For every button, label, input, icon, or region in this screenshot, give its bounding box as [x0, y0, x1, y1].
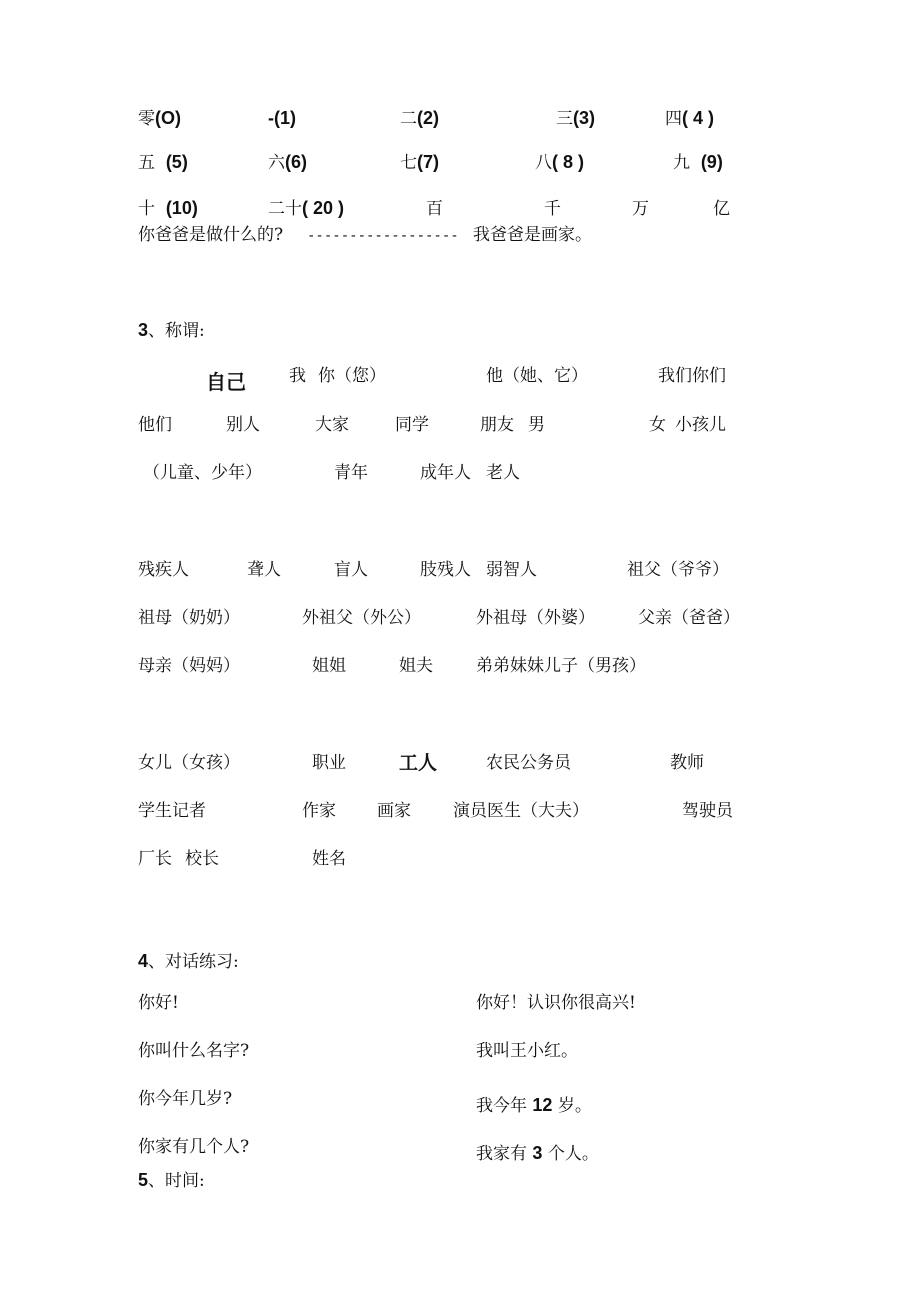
number-hundred-million: 亿 — [713, 199, 730, 219]
title-limb-disabled: 肢残人 — [420, 560, 471, 580]
title-disabled: 残疾人 — [138, 560, 189, 580]
title-teacher: 教师 — [670, 753, 704, 773]
section-3-heading: 3、称谓: — [138, 320, 205, 341]
title-child: 小孩儿 — [675, 415, 726, 435]
dialogue-question-3: 你今年几岁? — [138, 1089, 233, 1109]
title-intellectual-disabled: 弱智人 — [486, 560, 537, 580]
title-farmer-civil-servant: 农民公务员 — [486, 753, 571, 773]
dialogue-answer-4: 我家有 3 个人。 — [476, 1143, 599, 1164]
father-question: 你爸爸是做什么的? — [138, 225, 284, 245]
title-painter: 画家 — [377, 801, 411, 821]
father-answer: 我爸爸是画家。 — [473, 225, 592, 245]
title-maternal-grandmother: 外祖母（外婆） — [476, 608, 595, 628]
title-we-you: 我们你们 — [658, 366, 726, 386]
number-zero: 零(O) — [138, 108, 181, 129]
title-everyone: 大家 — [315, 415, 349, 435]
number-eight: 八( 8 ) — [535, 152, 585, 173]
number-three: 三(3) — [556, 108, 595, 129]
title-they: 他们 — [138, 415, 172, 435]
number-nine: 九 (9) — [673, 152, 723, 173]
title-grandfather: 祖父（爷爷） — [627, 560, 729, 580]
number-twenty: 二十( 20 ) — [268, 198, 345, 219]
title-grandmother: 祖母（奶奶） — [138, 608, 240, 628]
dialogue-answer-1: 你好！认识你很高兴! — [476, 993, 636, 1013]
title-self: 自己 — [206, 372, 246, 394]
number-four: 四( 4 ) — [665, 108, 715, 129]
title-he: 他（她、它） — [486, 366, 588, 386]
title-youth: （儿童、少年） — [143, 463, 262, 483]
number-hundred: 百 — [426, 199, 443, 219]
dialogue-question-1: 你好! — [138, 993, 179, 1013]
number-ten-thousand: 万 — [632, 199, 649, 219]
dialogue-answer-2: 我叫王小红。 — [476, 1041, 578, 1061]
title-female: 女 — [649, 415, 666, 435]
title-elder: 老人 — [486, 463, 520, 483]
title-worker: 工人 — [399, 753, 438, 774]
title-elder-sister: 姐姐 — [312, 656, 346, 676]
dialogue-answer-3: 我今年 12 岁。 — [476, 1095, 592, 1116]
title-student-reporter: 学生记者 — [138, 801, 206, 821]
title-i: 我 — [289, 366, 306, 386]
section-5-heading: 5、时间: — [138, 1170, 205, 1191]
number-thousand: 千 — [544, 199, 561, 219]
title-siblings-son: 弟弟妹妹儿子（男孩） — [476, 656, 646, 676]
title-deaf: 聋人 — [247, 560, 281, 580]
title-classmate: 同学 — [395, 415, 429, 435]
title-principal: 校长 — [185, 849, 219, 869]
number-seven: 七(7) — [400, 152, 439, 173]
title-name: 姓名 — [312, 849, 346, 869]
title-occupation: 职业 — [312, 753, 346, 773]
dash-separator: ------------------ — [307, 228, 459, 244]
section-4-heading: 4、对话练习: — [138, 951, 239, 972]
title-mother: 母亲（妈妈） — [138, 656, 240, 676]
number-ten: 十 (10) — [138, 198, 198, 219]
title-actor-doctor: 演员医生（大夫） — [453, 801, 589, 821]
title-factory-director: 厂长 — [138, 849, 172, 869]
title-driver: 驾驶员 — [682, 801, 733, 821]
title-daughter: 女儿（女孩） — [138, 753, 240, 773]
number-five: 五 (5) — [138, 152, 188, 173]
dialogue-question-2: 你叫什么名字? — [138, 1041, 250, 1061]
title-others: 别人 — [226, 415, 260, 435]
title-adult: 成年人 — [420, 463, 471, 483]
title-maternal-grandfather: 外祖父（外公） — [302, 608, 421, 628]
title-friend: 朋友 — [480, 415, 514, 435]
number-two: 二(2) — [400, 108, 439, 129]
title-male: 男 — [528, 415, 545, 435]
number-one: -(1) — [268, 108, 296, 128]
dialogue-question-4: 你家有几个人? — [138, 1137, 250, 1157]
title-brother-in-law: 姐夫 — [399, 656, 433, 676]
title-writer: 作家 — [302, 801, 336, 821]
title-young-adult: 青年 — [334, 463, 368, 483]
number-six: 六(6) — [268, 152, 307, 173]
title-you: 你（您） — [318, 366, 386, 386]
title-father: 父亲（爸爸） — [638, 608, 740, 628]
title-blind: 盲人 — [334, 560, 368, 580]
